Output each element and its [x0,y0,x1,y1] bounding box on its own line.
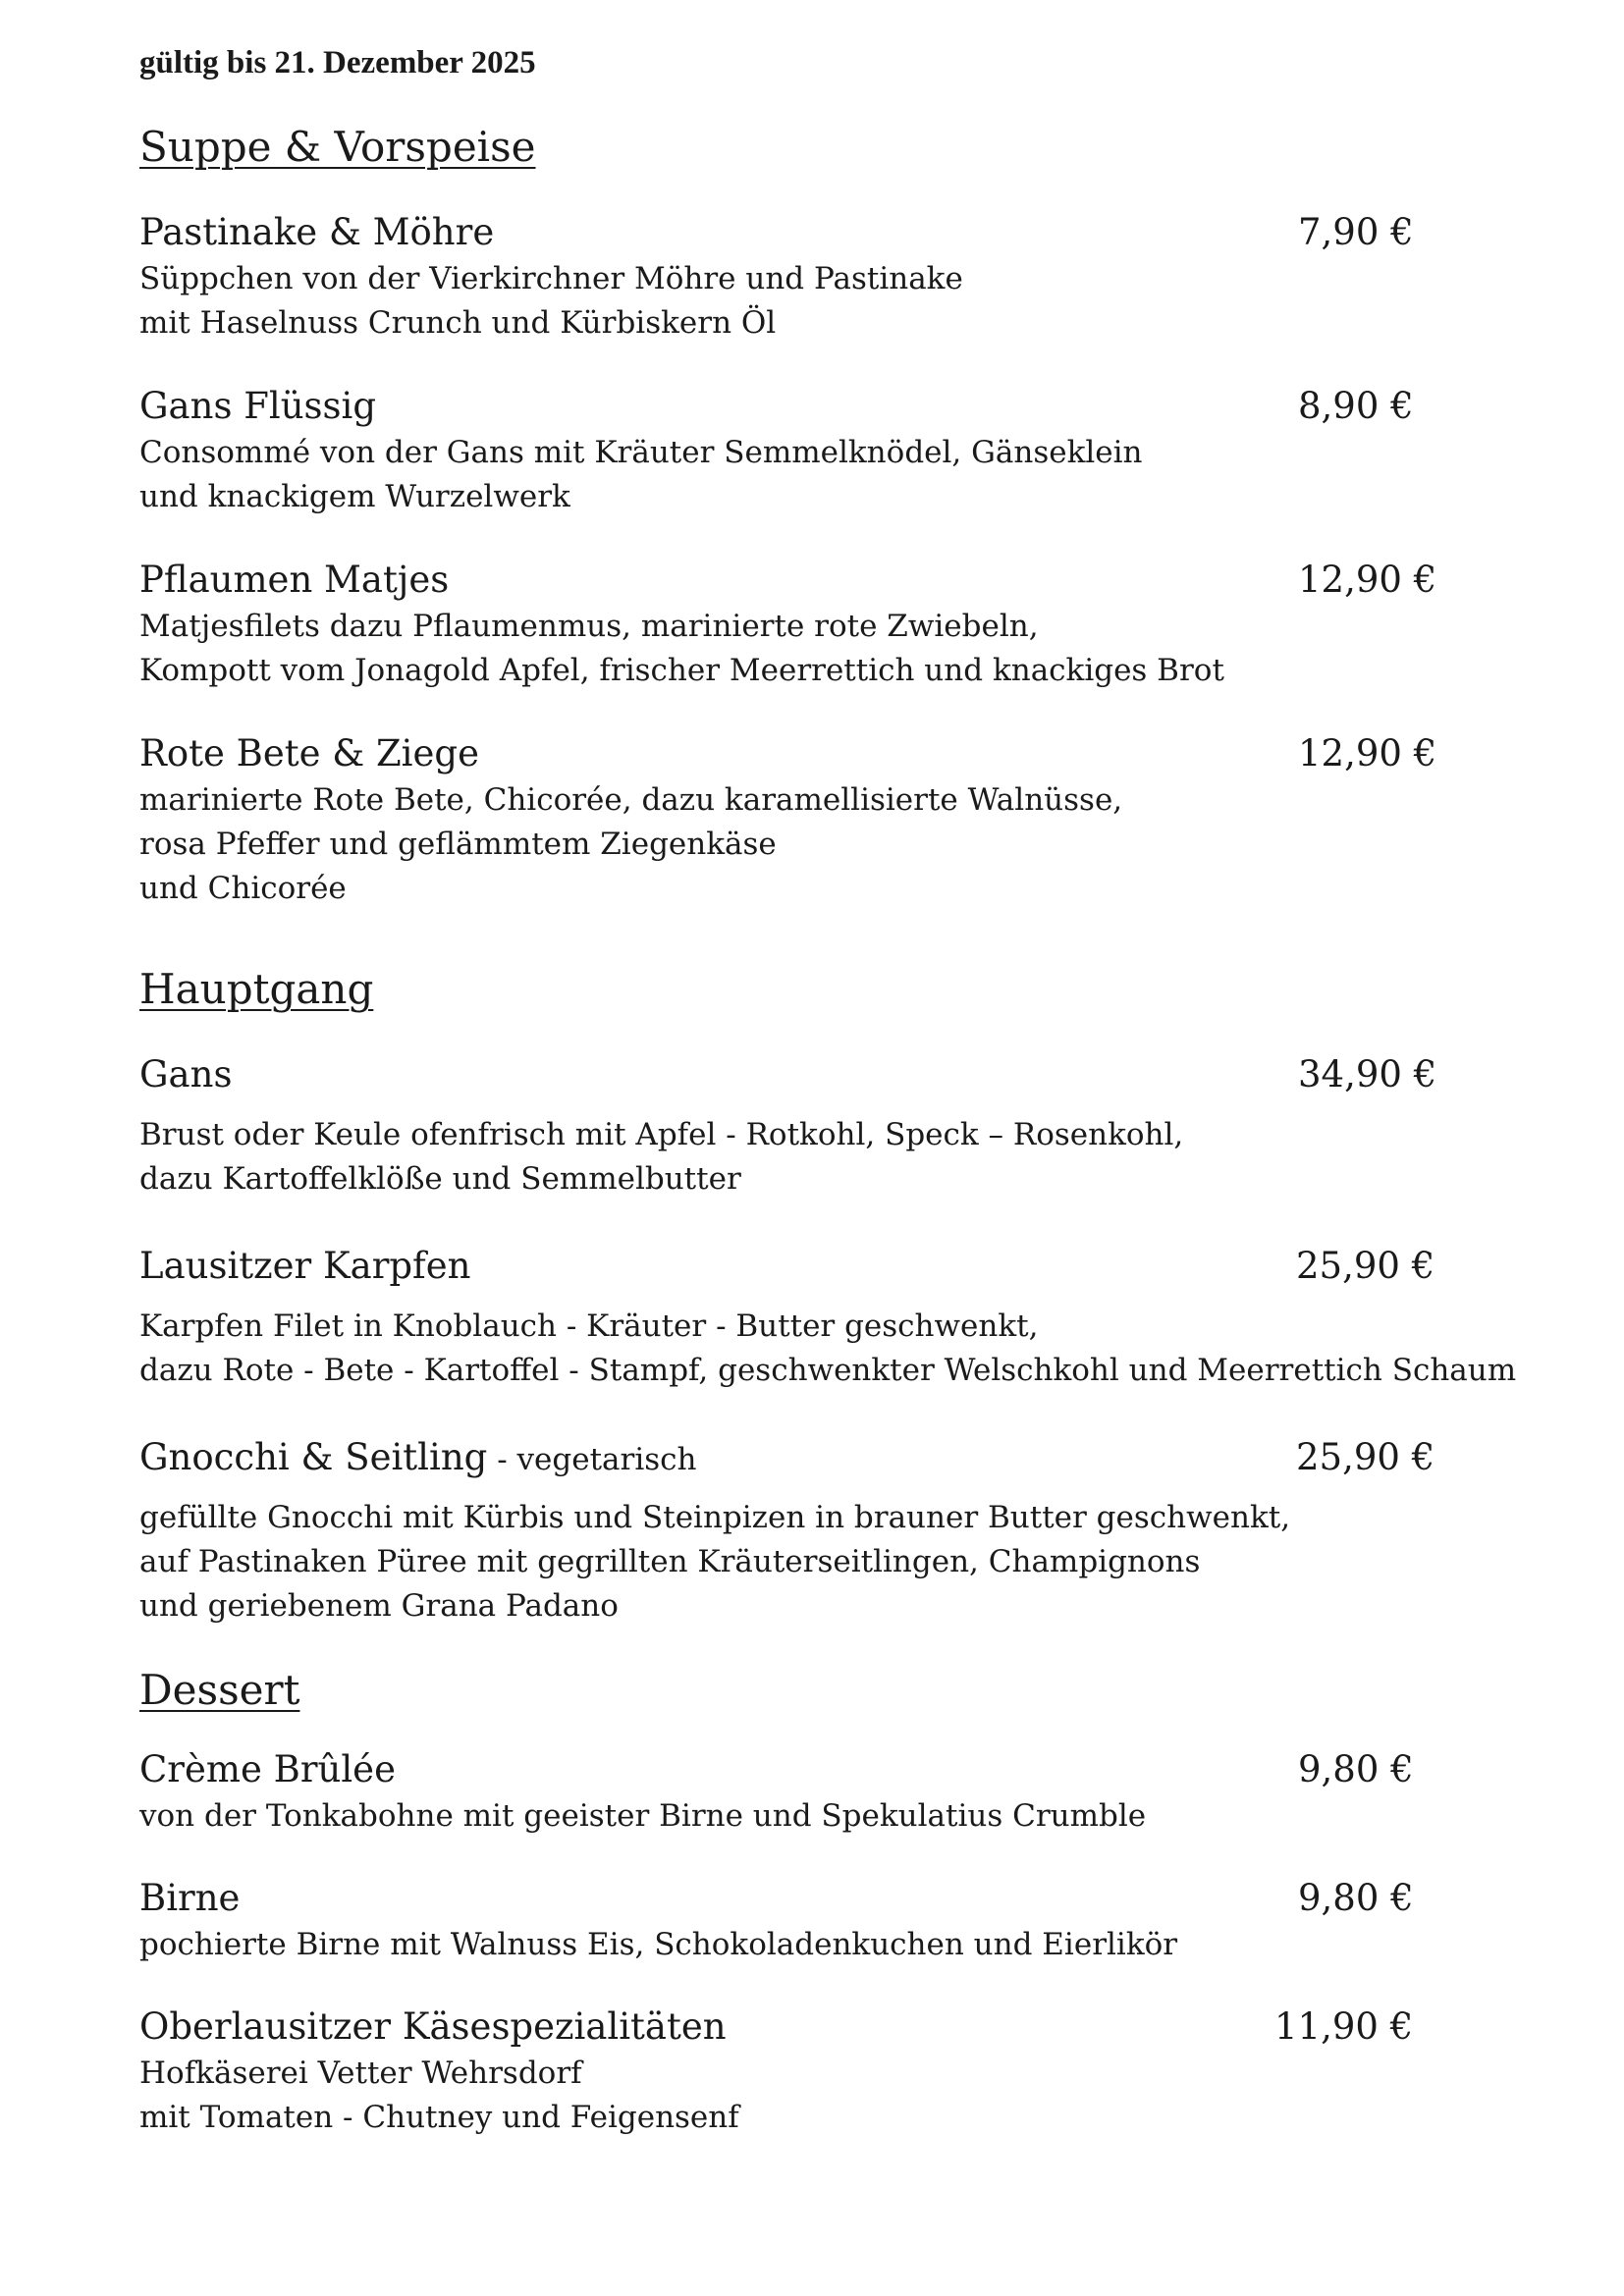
dish-price: 25,90 € [1296,1436,1435,1478]
dish-note: - vegetarisch [487,1442,697,1477]
dish-name: Lausitzer Karpfen [139,1245,471,1287]
dish-description: Matjesfilets dazu Pflaumenmus, marinierte rote Zwiebeln, Kompott vom Jonagold Apfel, frischer Meerrettich und knackiges Brot [139,609,1224,688]
dish-name: Pastinake & Möhre [139,211,495,253]
dish-description: marinierte Rote Bete, Chicorée, dazu karamellisierte Walnüsse, rosa Pfeffer und geflämmtem Ziegenkäse und Chicorée [139,782,1123,906]
section-title-suppe-vorspeise: Suppe & Vorspeise [139,123,536,171]
dish-description: Hofkäserei Vetter Wehrsdorf mit Tomaten - Chutney und Feigensenf [139,2056,739,2135]
dish-description: Karpfen Filet in Knoblauch - Kräuter - Butter geschwenkt, dazu Rote - Bete - Kartoffel - Stampf, geschwenkter Welschkohl und Meerrettich Schaum [139,1308,1517,1388]
dish-price: 12,90 € [1298,559,1437,601]
dish-price: 11,90 € [1274,2005,1414,2048]
dish-description: Consommé von der Gans mit Kräuter Semmelknödel, Gänseklein und knackigem Wurzelwerk [139,435,1143,514]
section-title-dessert: Dessert [139,1666,300,1714]
dish-price: 9,80 € [1298,1748,1414,1790]
dish-description: Brust oder Keule ofenfrisch mit Apfel - Rotkohl, Speck – Rosenkohl, dazu Kartoffelklöße und Semmelbutter [139,1117,1184,1197]
dish-description: Süppchen von der Vierkirchner Möhre und Pastinake mit Haselnuss Crunch und Kürbiskern Öl [139,261,963,341]
dish-name: Gans [139,1053,233,1095]
dish-price: 9,80 € [1298,1877,1414,1919]
dish-name: Pflaumen Matjes [139,559,450,601]
dish-price: 34,90 € [1298,1053,1437,1095]
dish-price: 8,90 € [1298,385,1414,427]
dish-description: von der Tonkabohne mit geeister Birne und Spekulatius Crumble [139,1798,1147,1834]
dish-name: Rote Bete & Ziege [139,732,479,774]
section-title-hauptgang: Hauptgang [139,965,374,1013]
dish-name: Crème Brûlée [139,1748,396,1790]
dish-name: Gans Flüssig [139,385,377,427]
dish-description: gefüllte Gnocchi mit Kürbis und Steinpizen in brauner Butter geschwenkt, auf Pastinaken Püree mit gegrillten Kräuterseitlingen, Champignons und geriebenem Grana Padano [139,1500,1291,1624]
dish-price: 12,90 € [1298,732,1437,774]
dish-price: 25,90 € [1296,1245,1435,1287]
dish-name: Oberlausitzer Käsespezialitäten [139,2005,727,2048]
dish-name: Gnocchi & Seitling - vegetarisch [139,1436,697,1478]
validity-note: gültig bis 21. Dezember 2025 [139,45,536,80]
dish-name: Birne [139,1877,241,1919]
dish-description: pochierte Birne mit Walnuss Eis, Schokoladenkuchen und Eierlikör [139,1927,1178,1962]
dish-price: 7,90 € [1298,211,1414,253]
